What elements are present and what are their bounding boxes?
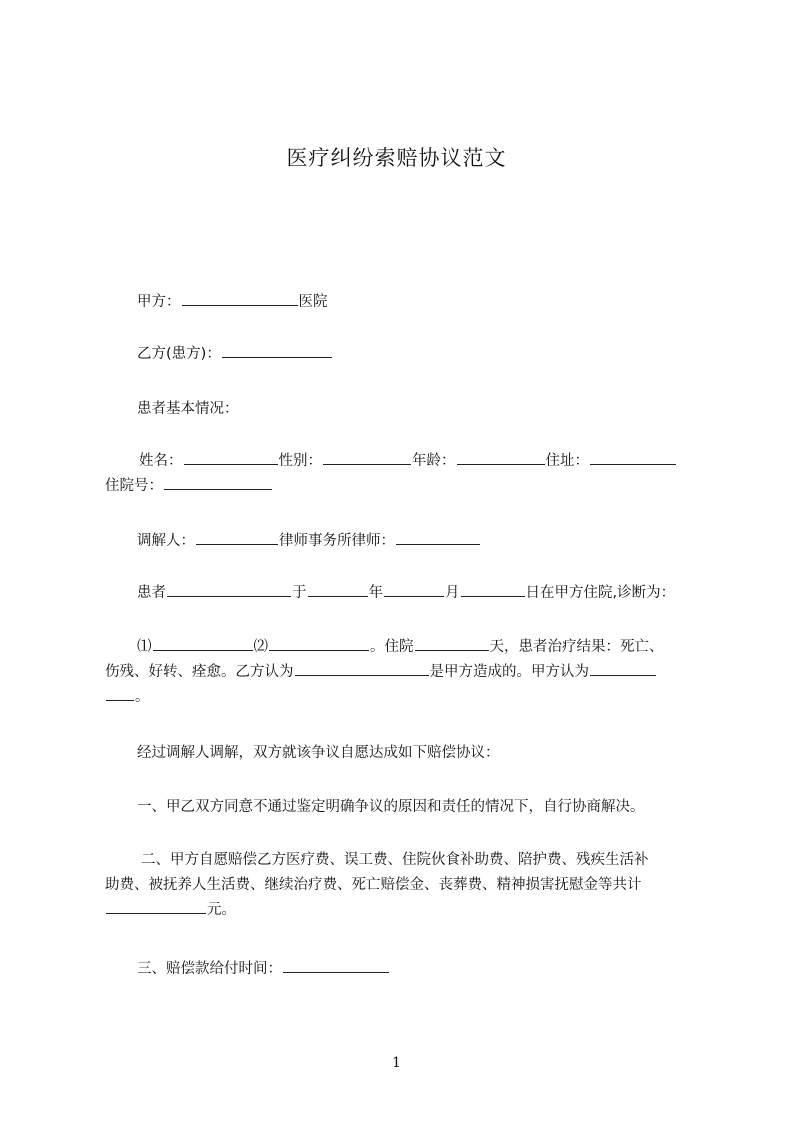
clause-2-suffix: 元。 bbox=[207, 902, 236, 918]
diagnosis-2-blank[interactable] bbox=[269, 636, 369, 651]
sex-label: 性别： bbox=[278, 453, 322, 469]
admission-date-line bbox=[105, 581, 737, 605]
admission-number-blank[interactable] bbox=[164, 475, 272, 490]
patient-info-heading: 患者基本情况： bbox=[137, 401, 239, 417]
age-blank[interactable] bbox=[457, 450, 545, 465]
age-label: 年龄： bbox=[412, 453, 456, 469]
party-b-opinion-blank[interactable] bbox=[295, 661, 429, 676]
diagnosis-1-blank[interactable] bbox=[153, 636, 253, 651]
admission-month: 月 bbox=[445, 585, 460, 601]
days-text: 天，患者治疗结果：死亡、 bbox=[489, 639, 664, 655]
admission-yu: 于 bbox=[292, 585, 307, 601]
mediator-blank[interactable] bbox=[196, 530, 278, 545]
day-blank[interactable] bbox=[461, 582, 525, 597]
patient-blank[interactable] bbox=[167, 582, 291, 597]
party-a-line bbox=[105, 290, 737, 314]
address-label: 住址： bbox=[545, 453, 589, 469]
party-a-suffix: 医院 bbox=[298, 294, 328, 310]
diagnosis-paragraph bbox=[105, 635, 705, 710]
diagnosis-end: 。 bbox=[135, 689, 150, 705]
compensation-amount-blank[interactable] bbox=[106, 899, 206, 914]
clause-2 bbox=[105, 848, 705, 923]
clause-2-line-1: 二、甲方自愿赔偿乙方医疗费、误工费、住院伙食补助费、陪护费、残疾生活补 bbox=[141, 852, 649, 868]
sex-blank[interactable] bbox=[323, 450, 411, 465]
clause-2-line-2: 助费、被抚养人生活费、继续治疗费、死亡赔偿金、丧葬费、精神损害抚慰金等共计 bbox=[105, 877, 642, 893]
admission-year: 年 bbox=[368, 585, 383, 601]
admission-prefix: 患者 bbox=[137, 585, 166, 601]
payment-time-blank[interactable] bbox=[283, 958, 389, 973]
diagnosis-item-2: ⑵ bbox=[253, 639, 268, 655]
lawyer-label: 律师事务所律师： bbox=[279, 533, 395, 549]
mediator-label: 调解人： bbox=[137, 533, 195, 549]
address-blank[interactable] bbox=[590, 450, 676, 465]
month-blank[interactable] bbox=[384, 582, 444, 597]
clause-3-line bbox=[105, 957, 737, 981]
admission-number-label: 住院号： bbox=[105, 478, 163, 494]
page-number: 1 bbox=[392, 1055, 401, 1071]
party-a-label: 甲方： bbox=[137, 294, 181, 310]
mediation-statement: 经过调解人调解，双方就该争议自愿达成如下赔偿协议： bbox=[137, 745, 500, 761]
mediator-line bbox=[105, 529, 737, 553]
lawyer-blank[interactable] bbox=[396, 530, 480, 545]
caused-text: 是甲方造成的。甲方认为 bbox=[429, 664, 589, 680]
days-blank[interactable] bbox=[415, 636, 489, 651]
year-blank[interactable] bbox=[308, 582, 368, 597]
name-label: 姓名： bbox=[139, 453, 183, 469]
party-a-opinion-blank[interactable] bbox=[590, 661, 656, 676]
diagnosis-item-1: ⑴ bbox=[137, 639, 152, 655]
party-b-line bbox=[105, 342, 737, 366]
party-a-opinion-blank-cont[interactable] bbox=[106, 686, 134, 701]
party-b-label: 乙方(患方)： bbox=[137, 346, 221, 362]
party-a-blank[interactable] bbox=[182, 291, 298, 306]
admission-day-text: 日在甲方住院,诊断为： bbox=[525, 585, 676, 601]
hospital-text: 。住院 bbox=[370, 639, 414, 655]
clause-3-label: 三、赔偿款给付时间： bbox=[137, 961, 282, 977]
party-b-blank[interactable] bbox=[222, 343, 332, 358]
patient-fields bbox=[105, 449, 705, 499]
name-blank[interactable] bbox=[184, 450, 278, 465]
clause-1: 一、甲乙双方同意不通过鉴定明确争议的原因和责任的情况下，自行协商解决。 bbox=[137, 799, 645, 815]
results-text: 伤残、好转、痊愈。乙方认为 bbox=[105, 664, 294, 680]
page-title: 医疗纠纷索赔协议范文 bbox=[286, 146, 507, 170]
